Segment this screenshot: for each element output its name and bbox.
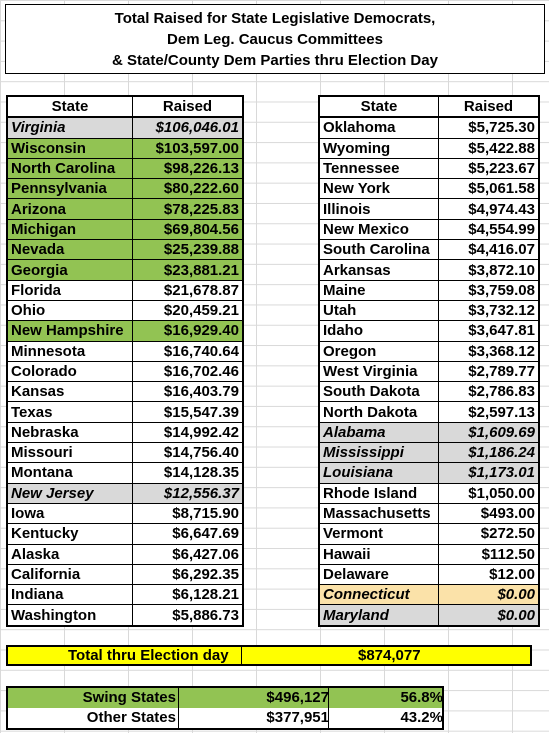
raised-cell[interactable]: $4,554.99 — [439, 219, 540, 239]
table-row — [7, 300, 243, 320]
raised-cell[interactable]: $5,422.88 — [439, 138, 540, 158]
state-cell[interactable]: Nebraska — [7, 422, 133, 442]
state-cell[interactable]: New Mexico — [319, 219, 439, 239]
raised-cell[interactable]: $5,886.73 — [133, 605, 244, 626]
state-cell[interactable]: Colorado — [7, 361, 133, 381]
raised-cell[interactable]: $1,609.69 — [439, 422, 540, 442]
raised-cell[interactable]: $3,647.81 — [439, 321, 540, 341]
raised-cell[interactable]: $3,368.12 — [439, 341, 540, 361]
table-row — [7, 158, 243, 178]
left-state-table — [6, 95, 244, 627]
sheet-title — [5, 4, 545, 74]
total-divider — [241, 645, 242, 666]
raised-cell[interactable]: $0.00 — [439, 605, 540, 626]
table-row — [319, 219, 539, 239]
state-cell[interactable]: Delaware — [319, 564, 439, 584]
state-cell[interactable]: Kansas — [7, 382, 133, 402]
table-row — [319, 443, 539, 463]
state-cell[interactable]: Virginia — [7, 117, 133, 138]
raised-cell[interactable]: $15,547.39 — [133, 402, 244, 422]
state-cell[interactable]: Indiana — [7, 585, 133, 605]
state-cell[interactable]: Alaska — [7, 544, 133, 564]
table-row — [319, 117, 539, 138]
raised-cell[interactable]: $25,239.88 — [133, 240, 244, 260]
table-row — [319, 138, 539, 158]
table-row — [7, 138, 243, 158]
table-row — [7, 260, 243, 280]
state-cell[interactable]: Montana — [7, 463, 133, 483]
state-cell[interactable]: Arkansas — [319, 260, 439, 280]
raised-cell[interactable]: $5,725.30 — [439, 117, 540, 138]
state-cell[interactable]: North Carolina — [7, 158, 133, 178]
state-cell[interactable]: Washington — [7, 605, 133, 626]
table-row — [319, 158, 539, 178]
table-row — [7, 483, 243, 503]
raised-cell[interactable]: $6,427.06 — [133, 544, 244, 564]
state-cell[interactable]: South Carolina — [319, 240, 439, 260]
state-cell[interactable]: Michigan — [7, 219, 133, 239]
table-row — [319, 585, 539, 605]
state-cell[interactable]: Pennsylvania — [7, 179, 133, 199]
table-row — [7, 585, 243, 605]
table-row — [7, 402, 243, 422]
state-cell[interactable]: Iowa — [7, 503, 133, 523]
raised-cell[interactable]: $12,556.37 — [133, 483, 244, 503]
title-line-1: Total Raised for State Legislative Democrats, — [114, 10, 436, 27]
table-row — [7, 179, 243, 199]
raised-cell[interactable]: $14,992.42 — [133, 422, 244, 442]
table-row — [319, 503, 539, 523]
header-row — [319, 96, 539, 117]
raised-cell[interactable]: $2,789.77 — [439, 361, 540, 381]
raised-cell[interactable]: $21,678.87 — [133, 280, 244, 300]
state-header[interactable]: State — [319, 96, 439, 117]
table-row — [7, 443, 243, 463]
table-row — [319, 463, 539, 483]
table-row — [7, 219, 243, 239]
state-cell[interactable]: Arizona — [7, 199, 133, 219]
table-row — [7, 321, 243, 341]
state-cell[interactable]: Maine — [319, 280, 439, 300]
total-row[interactable] — [6, 645, 532, 666]
table-row — [319, 382, 539, 402]
raised-cell[interactable]: $6,292.35 — [133, 564, 244, 584]
table-row — [7, 564, 243, 584]
raised-cell[interactable]: $16,929.40 — [133, 321, 244, 341]
swing-states-row[interactable] — [8, 688, 442, 708]
state-cell[interactable]: Idaho — [319, 321, 439, 341]
state-cell[interactable]: Missouri — [7, 443, 133, 463]
table-row — [319, 544, 539, 564]
state-cell[interactable]: New Jersey — [7, 483, 133, 503]
state-cell[interactable]: Illinois — [319, 199, 439, 219]
state-cell[interactable]: Ohio — [7, 300, 133, 320]
raised-cell[interactable]: $78,225.83 — [133, 199, 244, 219]
state-cell[interactable]: Mississippi — [319, 443, 439, 463]
table-row — [319, 422, 539, 442]
state-cell[interactable]: Oregon — [319, 341, 439, 361]
state-cell[interactable]: Louisiana — [319, 463, 439, 483]
table-row — [7, 240, 243, 260]
raised-cell[interactable]: $106,046.01 — [133, 117, 244, 138]
table-row — [319, 240, 539, 260]
raised-cell[interactable]: $493.00 — [439, 503, 540, 523]
raised-cell[interactable]: $14,128.35 — [133, 463, 244, 483]
raised-cell[interactable]: $6,128.21 — [133, 585, 244, 605]
table-row — [7, 605, 243, 626]
raised-header[interactable]: Raised — [133, 96, 244, 117]
state-header[interactable]: State — [7, 96, 133, 117]
table-row — [319, 321, 539, 341]
state-cell[interactable]: Kentucky — [7, 524, 133, 544]
state-cell[interactable]: Alabama — [319, 422, 439, 442]
table-row — [7, 422, 243, 442]
raised-cell[interactable]: $3,732.12 — [439, 300, 540, 320]
table-row — [7, 361, 243, 381]
raised-header[interactable]: Raised — [439, 96, 540, 117]
state-cell[interactable]: Oklahoma — [319, 117, 439, 138]
title-line-2: Dem Leg. Caucus Committees — [167, 31, 383, 48]
table-row — [319, 300, 539, 320]
table-row — [7, 280, 243, 300]
raised-cell[interactable]: $1,173.01 — [439, 463, 540, 483]
state-cell[interactable]: Florida — [7, 280, 133, 300]
table-row — [7, 341, 243, 361]
state-cell[interactable]: Tennessee — [319, 158, 439, 178]
state-cell[interactable]: Utah — [319, 300, 439, 320]
table-row — [319, 483, 539, 503]
state-cell[interactable]: Nevada — [7, 240, 133, 260]
raised-cell[interactable]: $6,647.69 — [133, 524, 244, 544]
state-cell[interactable]: West Virginia — [319, 361, 439, 381]
state-cell[interactable]: Wyoming — [319, 138, 439, 158]
raised-cell[interactable]: $5,223.67 — [439, 158, 540, 178]
table-row — [319, 179, 539, 199]
other-states-pct: 43.2% — [328, 708, 443, 728]
state-cell[interactable]: South Dakota — [319, 382, 439, 402]
state-cell[interactable]: Vermont — [319, 524, 439, 544]
state-cell[interactable]: Wisconsin — [7, 138, 133, 158]
table-row — [319, 564, 539, 584]
raised-cell[interactable]: $272.50 — [439, 524, 540, 544]
table-row — [319, 524, 539, 544]
raised-cell[interactable]: $5,061.58 — [439, 179, 540, 199]
raised-cell[interactable]: $16,403.79 — [133, 382, 244, 402]
table-row — [319, 361, 539, 381]
state-cell[interactable]: New York — [319, 179, 439, 199]
table-row — [319, 199, 539, 219]
other-states-label: Other States — [86, 709, 176, 726]
total-label: Total thru Election day — [68, 647, 229, 664]
raised-cell[interactable]: $1,050.00 — [439, 483, 540, 503]
raised-cell[interactable]: $0.00 — [439, 585, 540, 605]
raised-cell[interactable]: $103,597.00 — [133, 138, 244, 158]
raised-cell[interactable]: $8,715.90 — [133, 503, 244, 523]
raised-cell[interactable]: $2,597.13 — [439, 402, 540, 422]
raised-cell[interactable]: $16,702.46 — [133, 361, 244, 381]
state-cell[interactable]: Georgia — [7, 260, 133, 280]
other-states-row[interactable] — [8, 708, 442, 728]
state-cell[interactable]: Connecticut — [319, 585, 439, 605]
raised-cell[interactable]: $98,226.13 — [133, 158, 244, 178]
raised-cell[interactable]: $4,416.07 — [439, 240, 540, 260]
raised-cell[interactable]: $1,186.24 — [439, 443, 540, 463]
raised-cell[interactable]: $4,974.43 — [439, 199, 540, 219]
table-row — [7, 382, 243, 402]
table-row — [319, 605, 539, 626]
raised-cell[interactable]: $69,804.56 — [133, 219, 244, 239]
swing-states-label: Swing States — [82, 689, 176, 706]
table-row — [7, 117, 243, 138]
raised-cell[interactable]: $12.00 — [439, 564, 540, 584]
total-value: $874,077 — [358, 647, 421, 664]
swing-states-pct: 56.8% — [328, 688, 443, 708]
table-row — [7, 199, 243, 219]
raised-cell[interactable]: $3,872.10 — [439, 260, 540, 280]
state-cell[interactable]: California — [7, 564, 133, 584]
table-row — [7, 463, 243, 483]
raised-cell[interactable]: $3,759.08 — [439, 280, 540, 300]
state-cell[interactable]: Rhode Island — [319, 483, 439, 503]
other-states-amount: $377,951 — [178, 708, 329, 728]
table-row — [7, 544, 243, 564]
summary-box — [6, 686, 444, 730]
raised-cell[interactable]: $23,881.21 — [133, 260, 244, 280]
table-row — [319, 260, 539, 280]
table-row — [7, 503, 243, 523]
swing-states-amount: $496,127 — [178, 688, 329, 708]
state-cell[interactable]: Minnesota — [7, 341, 133, 361]
title-line-3: & State/County Dem Parties thru Election Day — [112, 52, 438, 69]
state-cell[interactable]: New Hampshire — [7, 321, 133, 341]
raised-cell[interactable]: $16,740.64 — [133, 341, 244, 361]
table-row — [319, 402, 539, 422]
raised-cell[interactable]: $14,756.40 — [133, 443, 244, 463]
raised-cell[interactable]: $2,786.83 — [439, 382, 540, 402]
state-cell[interactable]: Texas — [7, 402, 133, 422]
state-cell[interactable]: Massachusetts — [319, 503, 439, 523]
header-row — [7, 96, 243, 117]
table-row — [7, 524, 243, 544]
right-state-table — [318, 95, 540, 627]
table-row — [319, 341, 539, 361]
state-cell[interactable]: North Dakota — [319, 402, 439, 422]
raised-cell[interactable]: $20,459.21 — [133, 300, 244, 320]
table-row — [319, 280, 539, 300]
raised-cell[interactable]: $112.50 — [439, 544, 540, 564]
raised-cell[interactable]: $80,222.60 — [133, 179, 244, 199]
state-cell[interactable]: Hawaii — [319, 544, 439, 564]
state-cell[interactable]: Maryland — [319, 605, 439, 626]
